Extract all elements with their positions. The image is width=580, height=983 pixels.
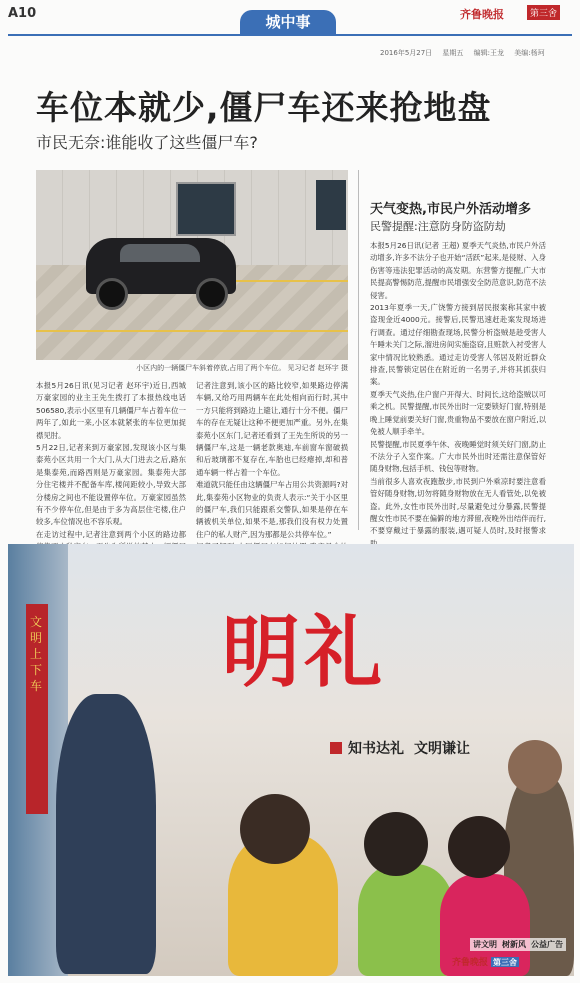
main-subhead: 市民无奈:谁能收了这些僵尸车? xyxy=(36,133,258,152)
photo-caption: 小区内的一辆僵尸车斜着停放,占用了两个车位。 见习记者 赵环宇 摄 xyxy=(136,364,348,372)
ad-slogan xyxy=(330,738,470,758)
slogan-2: 文明谦让 xyxy=(414,741,470,757)
figure-head xyxy=(508,740,562,794)
adult-figure xyxy=(56,694,156,974)
parking-line xyxy=(36,330,348,332)
side-article-title: 天气变热,市民户外活动增多 xyxy=(370,202,531,217)
section-tab: 城中事 xyxy=(240,10,336,34)
footer-text: 公益广告 xyxy=(531,940,563,949)
article-column: 本报5月26日讯(见习记者 赵环宇)近日,西城万豪家园的业主王先生拨打了本报热线电话506580,表示小区里有几辆僵尸车占着车位一两年了,如此一来,小区本就紧张的车位更加捉襟见肘。 5月22日,记者来到万豪家园,发现该小区与集泰苑小区共用一个大门,从大门进去之后,路东是集泰苑,而路西则是万豪家园。集泰苑大部分住宅楼并不配备车库,楼间距较小,导致大部分楼房之间也不能设置停车位。万豪家园虽然有不少停车位,但是由于多为高层住宅楼,住户较多,车位情况也不容乐观。 在走访过程中,记者注意到两个小区的路边都 xyxy=(36,381,186,539)
footer-text: 讲文明 xyxy=(473,940,497,949)
article-photo xyxy=(36,170,348,360)
bus-sign-text: 文明上下车 xyxy=(30,615,43,693)
car-window xyxy=(120,244,200,262)
ad-logo xyxy=(452,955,519,968)
side-article-subtitle: 民警提醒:注意防身防盗防劫 xyxy=(370,220,506,233)
footer-text: 树新风 xyxy=(502,940,526,949)
edition-badge: 第三舍 xyxy=(527,5,560,20)
issue-weekday: 星期五 xyxy=(442,49,464,57)
article-column: 记者注意到,该小区的路比较窄,如果路边停满车辆,又给巧用两辆车在此处相向而行时,其中一方只能将到路边上避让,通行十分不便。僵尸车的存在无疑让这种不便更加严重。另外,在集泰苑小区东门,记者还看到了王先生所说的另一辆僵尸车,这是一辆老款奥迪,车前窗车窗破损和后玻璃都不复存在,车胎也已经瘪掉,却和普通车辆一样占着一个车位。 难道就只能任由这辆僵尸车占用公共资源吗?对此,集泰苑小区物业的负责人表示:“关于小区里的僵尸车,我们只能跟系交警队,如果是停在车辆被机关单位,如果不是,那我们没有权力处置住户的私人财产,因为那都是公共停车位。” xyxy=(196,381,348,539)
car-wheel xyxy=(196,278,228,310)
figure-head xyxy=(448,816,510,878)
issue-meta xyxy=(380,48,545,58)
photo-window xyxy=(176,182,236,236)
side-article-body: 本报5月26日讯(记者 王超) 夏季天气炎热,市民户外活动增多,许多不法分子也开始“活跃”起来,是侵财、入身伤害等违法犯罪活动的高发期。东营警方提醒,广大市民提高警惕防范,提醒市民增强安全防范意识,防范不法侵害。 2013年夏季一天,广饶警方接到居民报案称其家中被盗现金近4000元。接警后,民警迅速赶赴案发现场进行调查。通过仔细勘查现场,民警分析盗贼是趁受害人午睡未关门之际,溜进房间实施盗窃,且赃款入衬受害人家中情况比较熟悉。通过走访受害人邻居及附近群众排查,民警锁定居住在附近的一名男子,并将其抓获归案。 夏季天气炎热,住户窗户开得大、时间长,这给盗贼以可乘之机。民警提醒,市民外出时一定要锁好门窗,特别是晚上睡觉前要关好门窗,贵重物品不要放在窗户附近,以免被人顺手牵羊。 民警提醒,市民夏季午休、夜晚睡觉时须关好门窗,防止不法分子入室作案。广大市民外出时还需注意保管好随身财物,包括手机、钱包等财物。 当前很多人喜欢夜跑散步,市民到户外乘凉时要注意看管好随身财物,切勿将随身财物放在无人看管处,以免被盗。此外,女性市民外出时,尽量避免过分暴露,民警提醒女性市民不要在偏僻的地方滞留,夜晚外出结伴而行,不要穿戴过于暴露的服装,遇可疑人员时,及时报警求 xyxy=(370,241,546,536)
issue-date: 2016年5月27日 xyxy=(380,49,433,57)
ad-logo-badge: 第三舍 xyxy=(493,957,518,967)
car-wheel xyxy=(96,278,128,310)
ad-logo-text: 齐鲁晚报 xyxy=(452,958,489,968)
slogan-1: 知书达礼 xyxy=(348,741,404,757)
column-divider xyxy=(358,170,359,530)
issue-designer: 美编:杨珂 xyxy=(514,49,545,57)
header-rule xyxy=(8,34,572,36)
issue-editor: 编辑:王龙 xyxy=(473,49,505,57)
figure-head xyxy=(364,812,428,876)
square-bullet-icon xyxy=(330,742,342,754)
main-headline: 车位本就少,僵尸车还来抢地盘 xyxy=(36,88,492,127)
photo-window xyxy=(316,180,346,230)
page-number: A10 xyxy=(8,6,37,21)
newspaper-logo: 齐鲁晚报 xyxy=(460,8,504,21)
ad-footer xyxy=(470,938,566,951)
ad-title: 明礼 xyxy=(222,607,387,698)
figure-head xyxy=(240,794,310,864)
